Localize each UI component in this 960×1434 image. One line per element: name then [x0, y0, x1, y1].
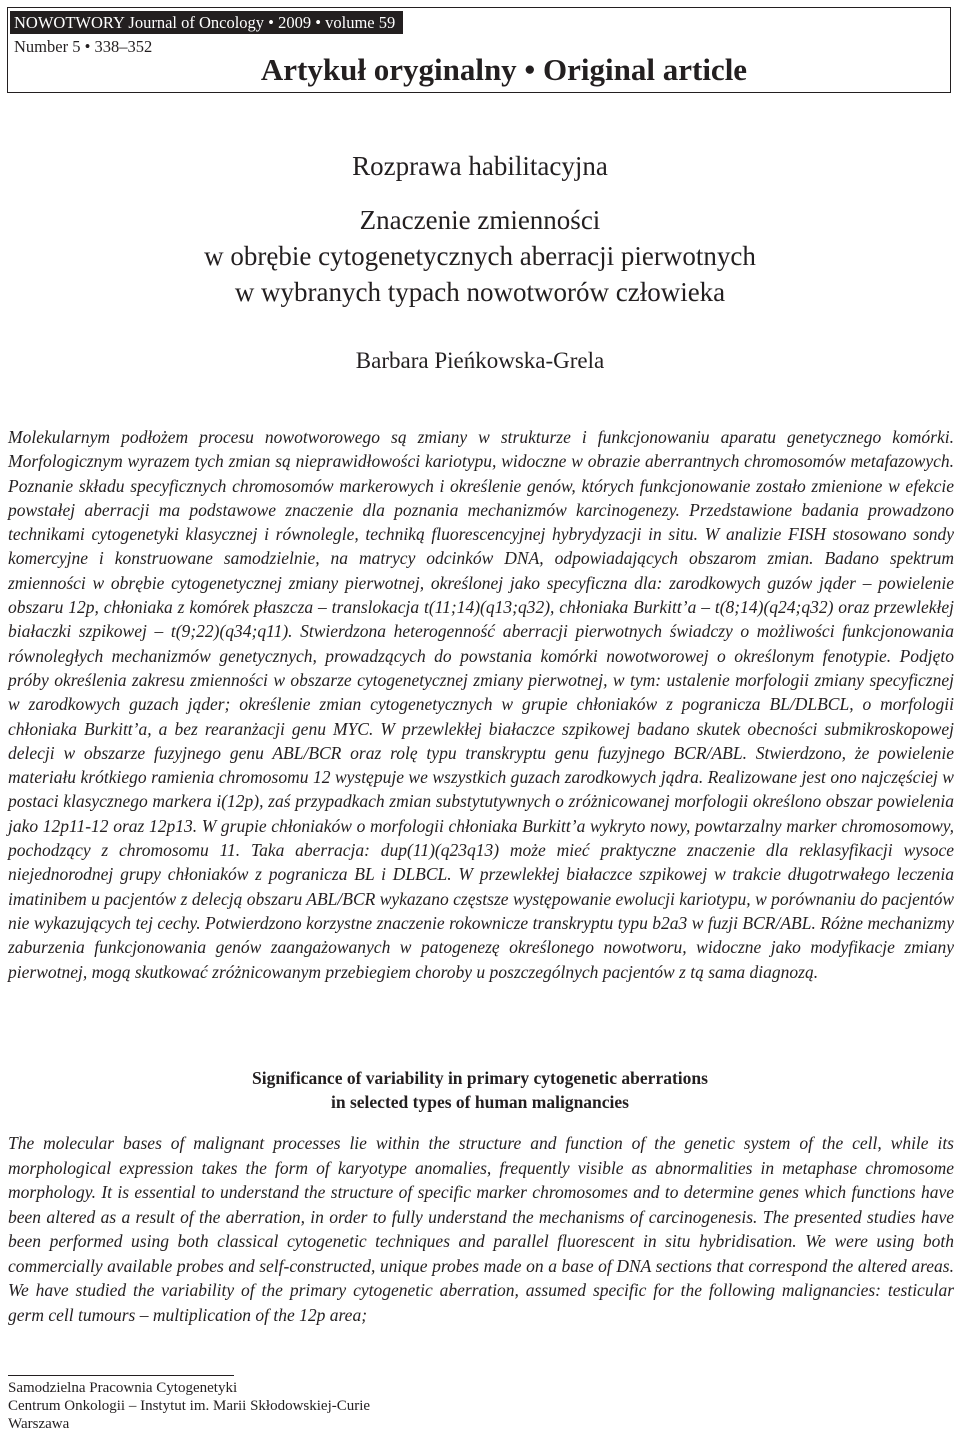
author-affiliation [8, 1379, 370, 1433]
polish-title [0, 202, 960, 310]
affiliation-line: Centrum Onkologii – Instytut im. Marii Skłodowskiej-Curie [8, 1398, 371, 1414]
affiliation-line: Samodzielna Pracownia Cytogenetyki [8, 1380, 238, 1396]
article-type-heading: Artykuł oryginalny • Original article [260, 52, 748, 87]
journal-name-band: NOWOTWORY Journal of Oncology • 2009 • volume 59 [10, 11, 403, 34]
section-label: Rozprawa habilitacyjna [352, 151, 608, 181]
affiliation-line: Warszawa [8, 1416, 70, 1432]
polish-title-line: w obrębie cytogenetycznych aberracji pierwotnych [204, 241, 756, 271]
english-abstract: The molecular bases of malignant processes lie within the structure and function of the genetic system of the cell, while its morphological expression takes the form of karyotype anomalies, frequently visible as abnormalities in metaphase chromosome morphology. It is essential to understand the structure of specific marker chromosomes and to determine genes which functions have been altered as a result of the aberration, in order to fully understand the mechanisms of carcinogenesis. The presented studies have been performed using both classical cytogenetic techniques and parallel fluorescent in situ hybridisation. We were using both commercially available probes and self-constructed, unique probes made on a base of DNA sections that correspond the altered areas. We have studied the variability of the primary cytogenetic aberration, assumed specific for the following malignancies: testicular germ cell tumours – multiplication of the 12p area; [8, 1133, 954, 1325]
english-title-line: Significance of variability in primary cytogenetic aberrations [252, 1068, 708, 1088]
english-title [0, 1066, 960, 1114]
polish-title-line: w wybranych typach nowotworów człowieka [234, 277, 726, 307]
issue-pages: Number 5 • 338–352 [14, 37, 153, 56]
polish-abstract: Molekularnym podłożem procesu nowotworowego są zmiany w strukturze i funkcjonowaniu aparatu genetycznego komórki. Morfologicznym wyrazem tych zmian są nieprawidłowości kariotypu, widoczne w obrazie aberrantnych chromosomów metafazowych. Poznanie składu specyficznych chromosomów markerowych i określenie genów, których funkcjonowanie zostało zmienione w efekcie powstałej aberracji ma podstawowe znaczenie dla poznania mechanizmów karcinogenezy. Przedstawione badania prowadzono technikami cytogenetyki klasycznej i równolegle, techniką fluorescencyjnej hybrydyzacji in situ. W analizie FISH stosowano sondy komercyjne i konstruowane samodzielnie, na matrycy odcinków DNA, odpowiadających obszarom zmian. Badano spektrum zmienności w obrębie cytogenetycznej zmiany pierwotnej, określonej jako specyficzna dla: zarodkowych guzów jąder – powielenie obszaru 12p, chłoniaka z komórek płaszcza – translokacja t(11;14)(q13;q32), chłoniaka Burkitt’a – t(8;14)(q24;q32) oraz przewlekłej białaczki szpikowej – t(9;22)(q34;q11). Stwierdzona heterogenność aberracji pierwotnych świadczy o możliwości funkcjonowania równoległych mechanizmów genetycznych, prowadzących do powstania komórki nowotworowej o określonym fenotypie. Podjęto próby określenia zakresu zmienności w obszarze cytogenetycznej zmiany pierwotnej, w tym: ustalenie morfologii zmiany specyficznej w zarodkowych guzach jąder; określenie zmian cytogenetycznych w grupie chłoniaków z pogranicza BL/DLBCL, o morfologii chłoniaka Burkitt’a, a bez rearanżacji genu MYC. W przewlekłej białaczce szpikowej badano skutek obecności submikroskopowej delecji w obszarze fuzyjnego genu ABL/BCR oraz rolę typu transkryptu genu fuzyjnego BCR/ABL. Stwierdzono, że powielenie materiału krótkiego ramienia chromosomu 12 występuje we wszystkich guzach zarodkowych jądra. Realizowane jest ono najczęściej w postaci klasycznego markera i(12p), zaś przypadkach zmian substytutywnych o zróżnicowanej morfologii określono obszar powielenia jako 12p11-12 oraz 12p13. W grupie chłoniaków o morfologii chłoniaka Burkitt’a wykryto nowy, powtarzalny marker chromosomowy, pochodzący z chromosomu 11. Taka aberracja: dup(11)(q23q13) może mieć praktyczne znaczenie dla reklasyfikacji wysoce niejednorodnej grupy chłoniaków z pogranicza BL i DLBCL. W przewlekłej białaczce szpikowej w trakcie długotrwałego leczenia imatinibem u pacjentów z delecją obszaru ABL/BCR wykazano częstsze występowanie ewolucji kariotypu, w porównaniu do pacjentów nie wykazujących tej cechy. Potwierdzono korzystne znaczenie rokownicze transkryptu typu b2a3 w fuzji BCR/ABL. Różne mechanizmy zaburzenia funkcjonowania genów zaangażowanych w patogenezę określonego nowotworu, widoczne jako modyfikacje zmiany pierwotnej, mogą skutkować zróżnicowanym przebiegiem choroby u poszczególnych pacjentów z tą sama diagnozą. [8, 427, 954, 982]
author-name: Barbara Pieńkowska-Grela [355, 348, 605, 373]
polish-title-line: Znaczenie zmienności [359, 205, 601, 235]
footnote-divider [8, 1375, 234, 1376]
english-title-line: in selected types of human malignancies [331, 1092, 629, 1112]
